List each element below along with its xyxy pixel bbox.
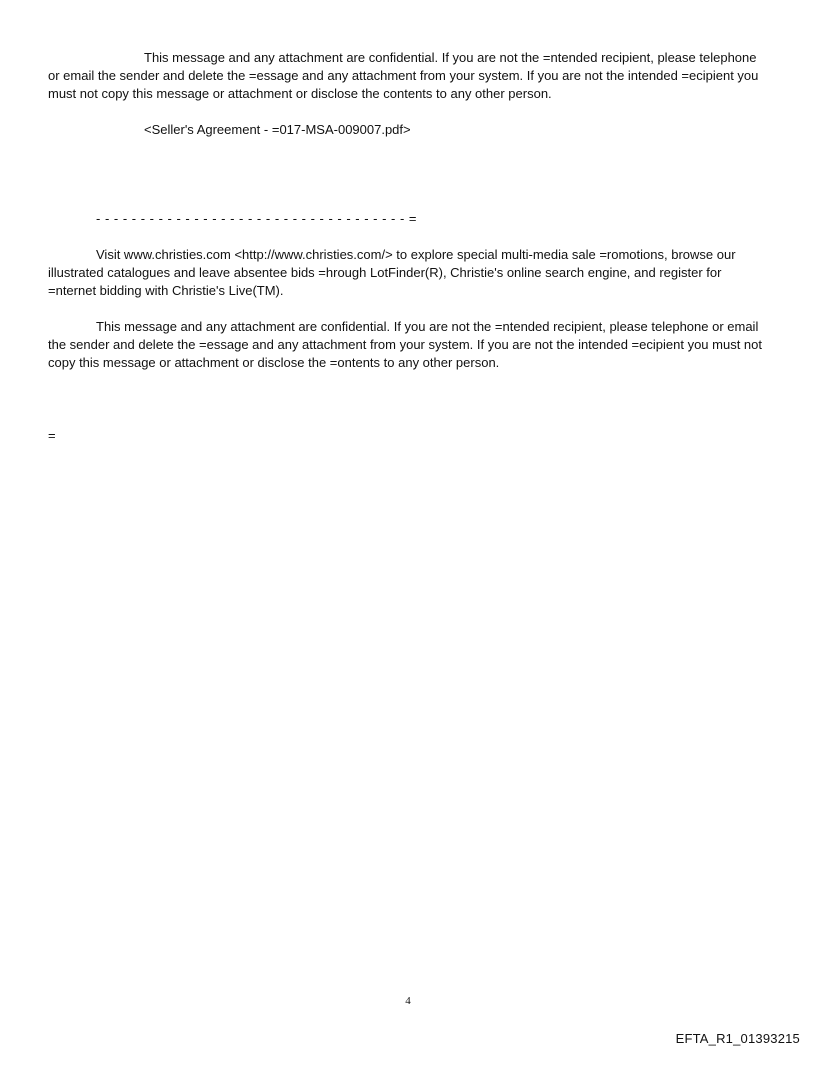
confidentiality-notice-paragraph: This message and any attachment are confidential. If you are not the =ntended recipient, please telephone or email the sender and delete the =essage and any attachment from your system. If you are not the intended =ecipient you must not copy this message or attachment or disclose the contents to any other person. — [48, 50, 759, 101]
page-number: 4 — [405, 995, 411, 1007]
dashed-divider: - - - - - - - - - - - - - - - - - - - - - - - - - - - - - - - - - - - = — [96, 211, 418, 226]
christies-promo-paragraph: Visit www.christies.com <http://www.christies.com/> to explore special multi-media sale =romotions, browse our illustrated catalogues and leave absentee bids =hrough LotFinder(R), Christie's online search engine, and register for =nternet bidding with Christie's Live(TM). — [48, 247, 736, 298]
trailing-equals-marker: = — [48, 428, 56, 443]
confidentiality-notice-paragraph-2: This message and any attachment are confidential. If you are not the =ntended recipient, please telephone or email the sender and delete the =essage and any attachment from your system. If you are not the intended =ecipient you must not copy this message or attachment or disclose the =ontents to any other person. — [48, 319, 762, 370]
document-id: EFTA_R1_01393215 — [675, 1031, 800, 1046]
attachment-filename: <Seller's Agreement - =017-MSA-009007.pdf> — [144, 122, 411, 137]
